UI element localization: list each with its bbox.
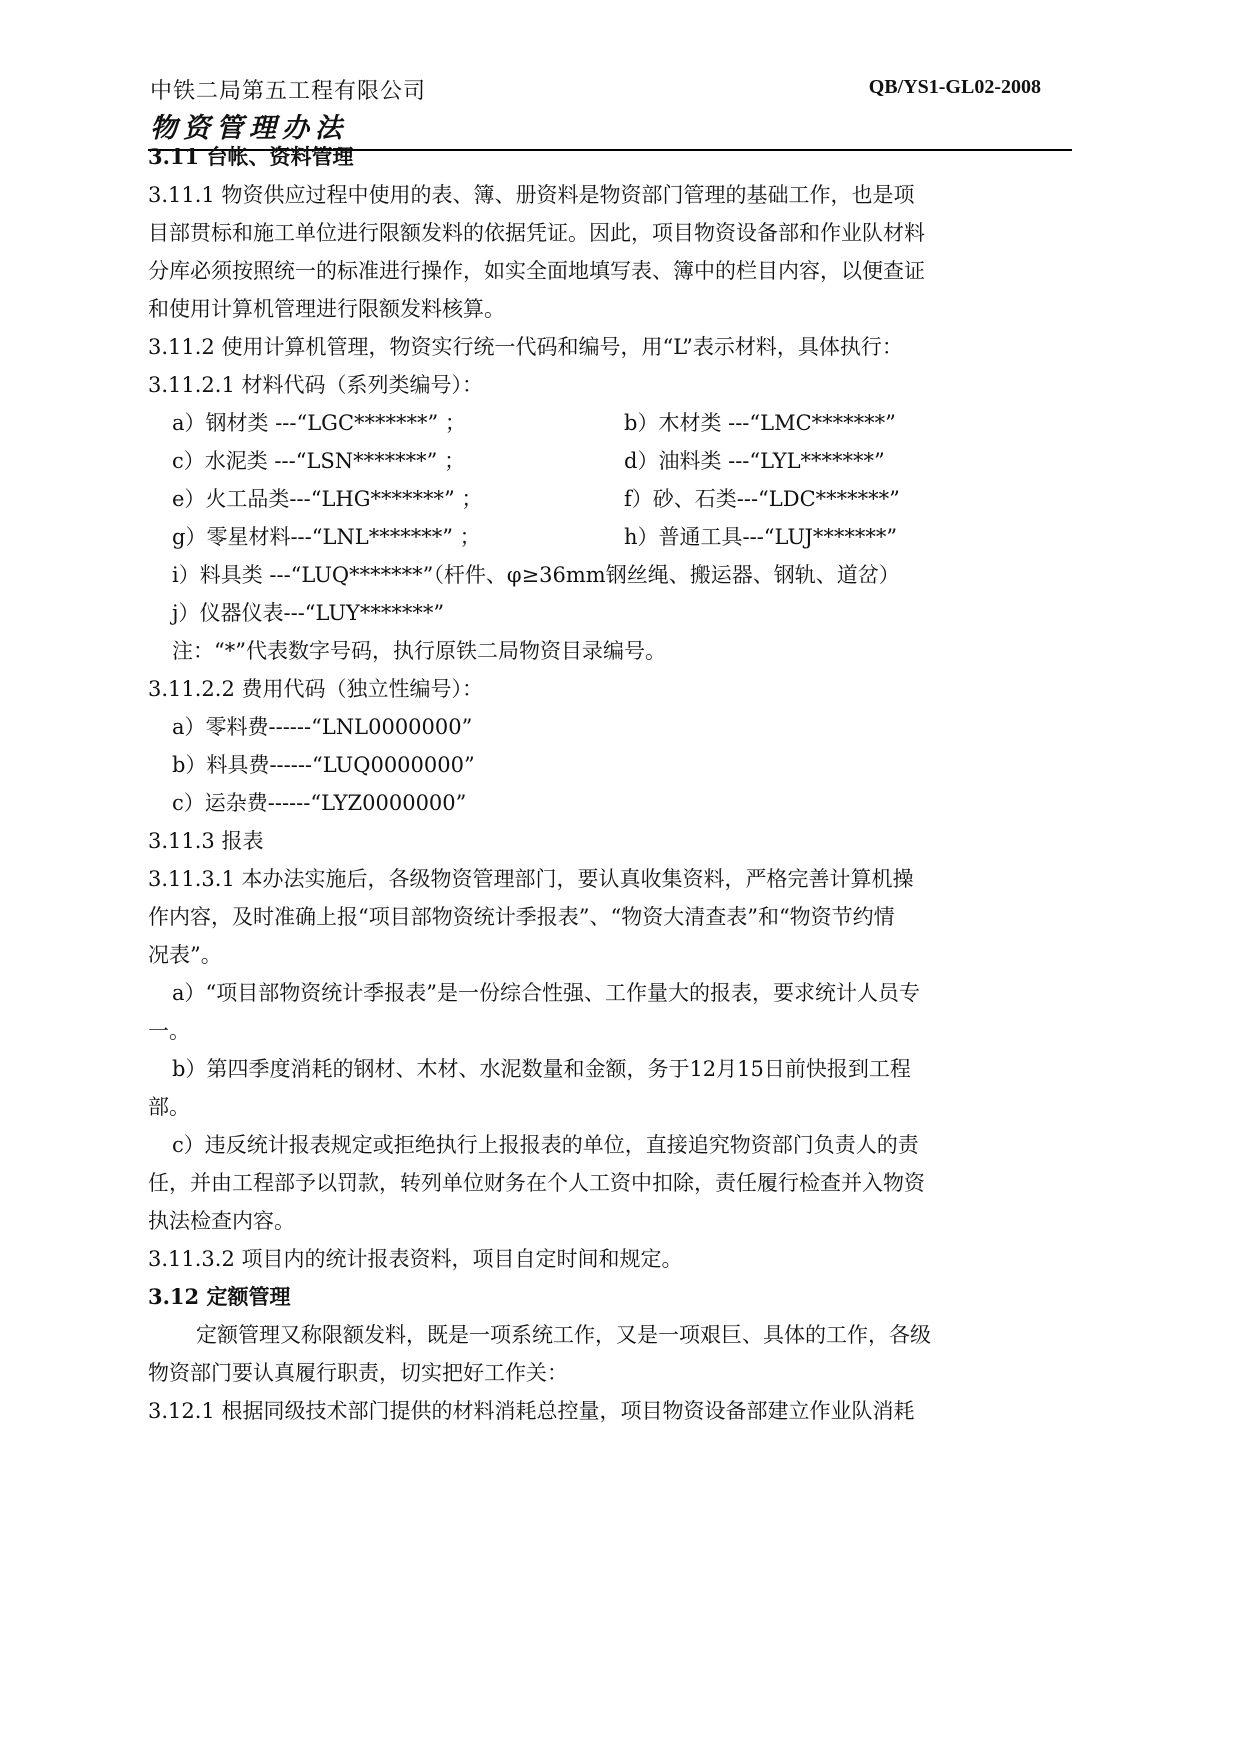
- paragraph-line: 分库必须按照统一的标准进行操作，如实全面地填写表、簿中的栏目内容，以便查证: [148, 259, 925, 283]
- paragraph-line: 3.12.1 根据同级技术部门提供的材料消耗总控量，项目物资设备部建立作业队消耗: [148, 1399, 915, 1423]
- list-item: h）普通工具---“LUJ*******”: [624, 525, 898, 549]
- paragraph-line: 部。: [148, 1095, 190, 1119]
- list-item: a）钢材类 ---“LGC*******” ；: [172, 411, 466, 435]
- note-line: 注：“*”代表数字号码，执行原铁二局物资目录编号。: [172, 639, 666, 663]
- paragraph-line: 作内容，及时准确上报“项目部物资统计季报表”、“物资大清查表”和“物资节约情: [148, 905, 895, 929]
- paragraph-line: 物资部门要认真履行职责，切实把好工作关：: [148, 1361, 568, 1385]
- list-item: j）仪器仪表---“LUY*******”: [172, 601, 445, 625]
- list-item: i）料具类 ---“LUQ*******”（杆件、φ≥36mm钢丝绳、搬运器、钢轨、道岔）: [172, 563, 900, 587]
- paragraph-line: 目部贯标和施工单位进行限额发料的依据凭证。因此，项目物资设备部和作业队材料: [148, 221, 925, 245]
- paragraph-line: 任，并由工程部予以罚款，转列单位财务在个人工资中扣除，责任履行检查并入物资: [148, 1171, 925, 1195]
- paragraph-line: 3.11.3.2 项目内的统计报表资料，项目自定时间和规定。: [148, 1247, 683, 1271]
- section-heading-3-11: 3.11 台帐、资料管理: [148, 144, 354, 169]
- paragraph-line: 3.11.2.2 费用代码（独立性编号）：: [148, 677, 484, 701]
- paragraph-line: 3.11.2.1 材料代码（系列类编号）：: [148, 373, 484, 397]
- paragraph-line: c）违反统计报表规定或拒绝执行上报报表的单位，直接追究物资部门负责人的责: [172, 1133, 919, 1157]
- paragraph-line: 3.11.2 使用计算机管理，物资实行统一代码和编号，用“L”表示材料，具体执行：: [148, 335, 903, 359]
- list-item: b）木材类 ---“LMC*******”: [624, 411, 896, 435]
- list-item: c）运杂费------“LYZ0000000”: [172, 791, 467, 815]
- paragraph-line: 3.11.1 物资供应过程中使用的表、簿、册资料是物资部门管理的基础工作，也是项: [148, 183, 915, 207]
- header-title: 物资管理办法: [150, 113, 348, 144]
- list-item: c）水泥类 ---“LSN*******” ；: [172, 449, 466, 473]
- list-item: e）火工品类---“LHG*******” ；: [172, 487, 483, 511]
- list-item: b）料具费------“LUQ0000000”: [172, 753, 475, 777]
- paragraph-line: a）“项目部物资统计季报表”是一份综合性强、工作量大的报表，要求统计人员专: [172, 981, 920, 1005]
- list-item: g）零星材料---“LNL*******” ；: [172, 525, 481, 549]
- paragraph-line: 3.11.3 报表: [148, 829, 264, 853]
- paragraph-line: 3.11.3.1 本办法实施后，各级物资管理部门，要认真收集资料，严格完善计算机操: [148, 867, 914, 891]
- list-item: d）油料类 ---“LYL*******”: [624, 449, 885, 473]
- paragraph-line: 和使用计算机管理进行限额发料核算。: [148, 297, 505, 321]
- paragraph-line: 况表”。: [148, 943, 222, 967]
- paragraph-line: 执法检查内容。: [148, 1209, 295, 1233]
- list-item: a）零料费------“LNL0000000”: [172, 715, 473, 739]
- header-doc-code: QB/YS1-GL02-2008: [868, 76, 1041, 98]
- paragraph-line: b）第四季度消耗的钢材、木材、水泥数量和金额，务于12月15日前快报到工程: [172, 1057, 911, 1081]
- section-heading-3-12: 3.12 定额管理: [148, 1284, 291, 1309]
- paragraph-line: 一。: [148, 1019, 190, 1043]
- list-item: f）砂、石类---“LDC*******”: [624, 487, 900, 511]
- paragraph-line: 定额管理又称限额发料，既是一项系统工作，又是一项艰巨、具体的工作，各级: [196, 1323, 931, 1347]
- header-company: 中铁二局第五工程有限公司: [150, 79, 427, 104]
